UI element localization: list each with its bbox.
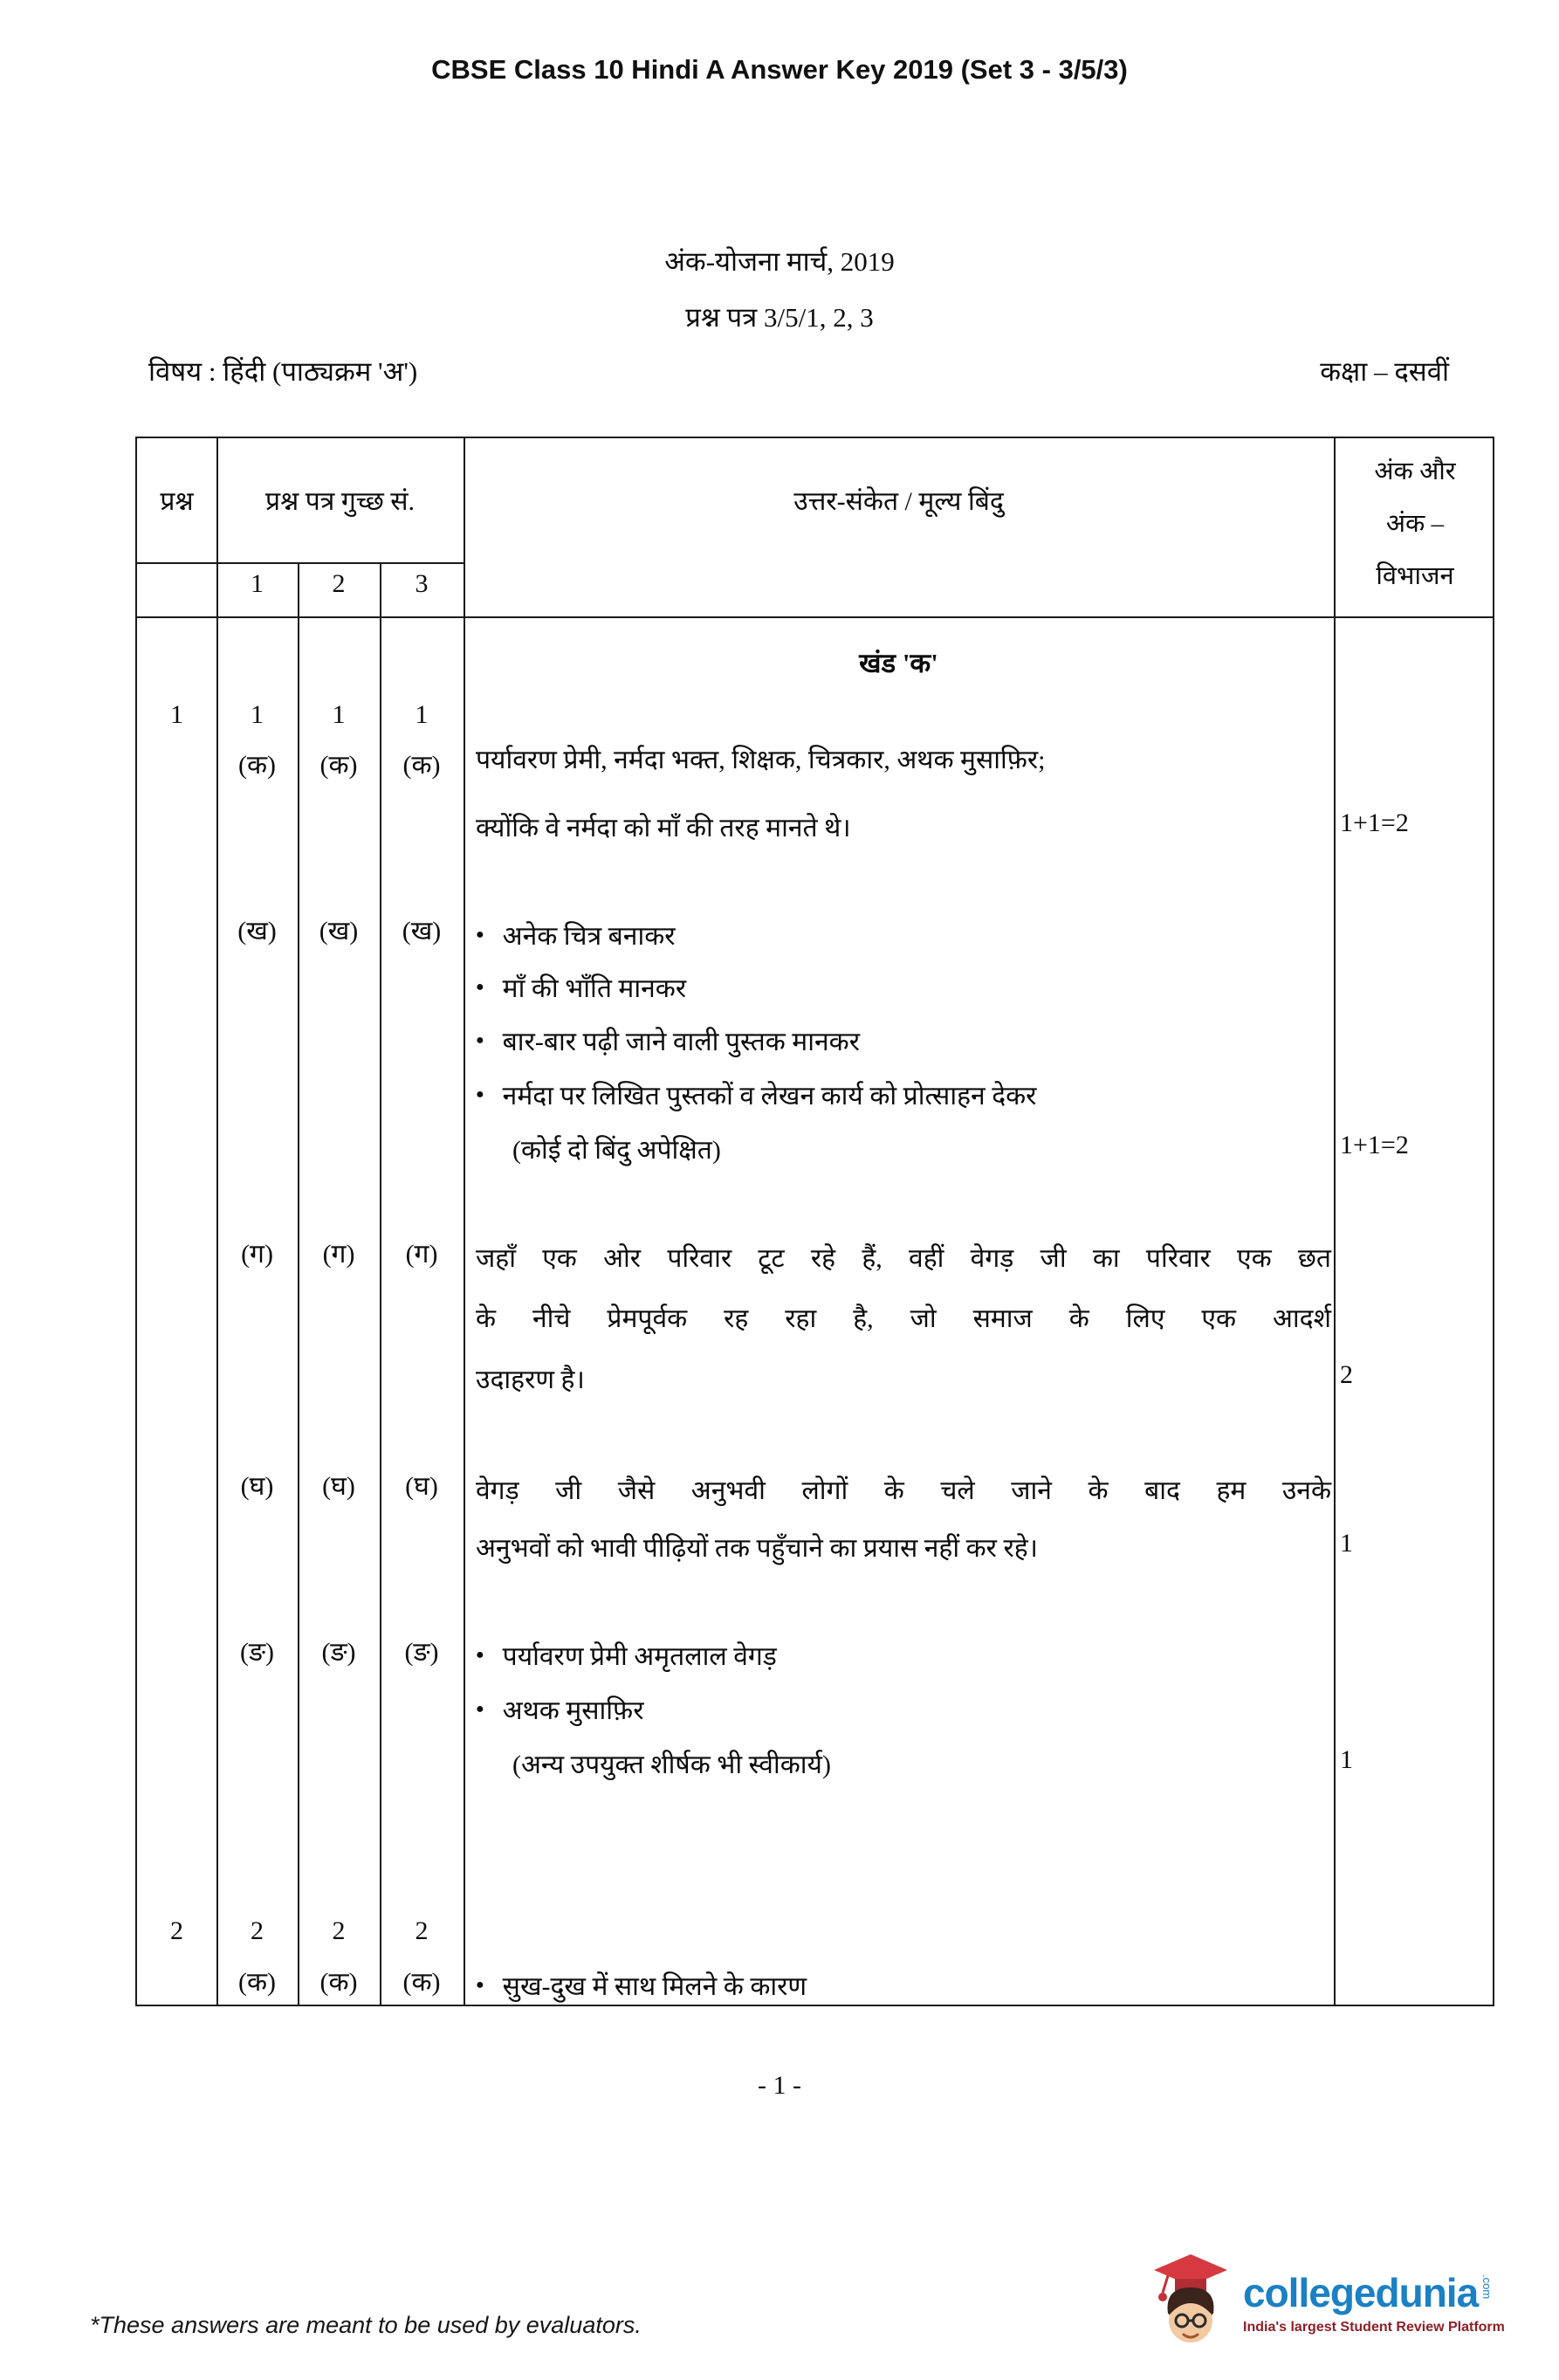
answer-line: वेगड़ जी जैसे अनुभवी लोगों के चले जाने के बाद हम उनके bbox=[476, 1476, 1331, 1505]
marks-value: 1 bbox=[1340, 1529, 1353, 1558]
answer-note: (अन्य उपयुक्त शीर्षक भी स्वीकार्य) bbox=[512, 1751, 831, 1779]
bullet-text: पर्यावरण प्रेमी अमृतलाल वेगड़ bbox=[502, 1642, 777, 1671]
answer-bullet-row bbox=[476, 1967, 807, 2004]
subquestion-label: (घ) bbox=[240, 1472, 274, 1501]
subquestion-label: (ङ) bbox=[239, 1638, 275, 1667]
bullet-text: सुख-दुख में साथ मिलने के कारण bbox=[502, 1972, 807, 2001]
set-question-number: 2 bbox=[332, 1916, 346, 1945]
answer-bullet-row bbox=[476, 1077, 1036, 1113]
bullet-icon: ● bbox=[476, 1647, 484, 1662]
header-set-col-1: 1 bbox=[251, 569, 264, 598]
bullet-text: अनेक चित्र बनाकर bbox=[502, 922, 676, 951]
answer-bullet-row bbox=[476, 1637, 777, 1674]
evaluator-note: *These answers are meant to be used by evaluators. bbox=[90, 2312, 642, 2338]
bullet-icon: ● bbox=[476, 1702, 484, 1716]
subquestion-label: (ख) bbox=[237, 917, 277, 946]
subquestion-label: (क) bbox=[319, 751, 358, 780]
subject-class-row bbox=[148, 353, 1449, 389]
bullet-icon: ● bbox=[476, 927, 484, 942]
set-question-number: 2 bbox=[251, 1916, 264, 1945]
collegedunia-logo bbox=[1150, 2251, 1505, 2357]
answer-bullet-row bbox=[476, 1022, 860, 1059]
header-marks bbox=[1334, 445, 1496, 602]
header-set-col-2: 2 bbox=[332, 569, 346, 598]
bullet-text: बार-बार पढ़ी जाने वाली पुस्तक मानकर bbox=[502, 1028, 860, 1056]
subquestion-label: (क) bbox=[319, 1968, 358, 1997]
bullet-icon: ● bbox=[476, 1087, 484, 1102]
header-set-col-3: 3 bbox=[415, 569, 429, 598]
answer-line: के नीचे प्रेमपूर्वक रह रहा है, जो समाज के लिए एक आदर्श bbox=[476, 1304, 1331, 1333]
table-grid-line bbox=[1334, 438, 1336, 2005]
answer-line: क्योंकि वे नर्मदा को माँ की तरह मानते थे। bbox=[476, 814, 851, 843]
bullet-icon: ● bbox=[476, 980, 484, 994]
bullet-text: नर्मदा पर लिखित पुस्तकों व लेखन कार्य को प्रोत्साहन देकर bbox=[502, 1082, 1037, 1111]
subquestion-label: (घ) bbox=[322, 1472, 355, 1501]
marks-value: 1+1=2 bbox=[1340, 1131, 1409, 1159]
subquestion-label: (ग) bbox=[241, 1240, 273, 1269]
subquestion-label: (ख) bbox=[319, 917, 359, 946]
answer-bullet-row bbox=[476, 969, 686, 1006]
table-grid-line bbox=[137, 616, 1493, 618]
class-label: कक्षा – दसवीं bbox=[1320, 356, 1449, 387]
section-title: खंड 'क' bbox=[859, 648, 938, 678]
graduation-mascot-icon bbox=[1150, 2251, 1231, 2357]
subquestion-label: (क) bbox=[402, 751, 441, 780]
set-question-number: 1 bbox=[332, 700, 346, 729]
subquestion-label: (घ) bbox=[405, 1472, 438, 1501]
marks-value: 1+1=2 bbox=[1340, 808, 1409, 837]
answer-line: उदाहरण है। bbox=[476, 1365, 585, 1394]
bullet-icon: ● bbox=[476, 1033, 484, 1048]
logo-brand-name: collegedunia bbox=[1243, 2270, 1479, 2315]
answer-bullet-row bbox=[476, 917, 676, 953]
header-answer: उत्तर-संकेत / मूल्य बिंदु bbox=[793, 487, 1004, 516]
logo-tld: .com bbox=[1480, 2274, 1494, 2300]
set-question-number: 1 bbox=[415, 700, 429, 729]
header-marks-line: अंक – bbox=[1385, 510, 1445, 538]
question-number: 2 bbox=[170, 1916, 183, 1945]
table-grid-line bbox=[216, 438, 218, 2005]
header-marks-line: अंक और bbox=[1374, 457, 1456, 485]
subquestion-label: (क) bbox=[237, 751, 277, 780]
logo-tagline: India's largest Student Review Platform bbox=[1243, 2320, 1505, 2335]
subquestion-label: (ङ) bbox=[321, 1638, 356, 1667]
answer-line: पर्यावरण प्रेमी, नर्मदा भक्त, शिक्षक, चित्रकार, अथक मुसाफ़िर; bbox=[476, 746, 1046, 774]
answer-line: अनुभवों को भावी पीढ़ियों तक पहुँचाने का प्रयास नहीं कर रहे। bbox=[476, 1534, 1039, 1563]
marking-scheme-line: अंक-योजना मार्च, 2019 bbox=[664, 246, 895, 277]
table-grid-line bbox=[137, 562, 465, 564]
logo-text-block bbox=[1243, 2270, 1505, 2335]
marks-value: 2 bbox=[1340, 1360, 1353, 1389]
page-title: CBSE Class 10 Hindi A Answer Key 2019 (Set 3 - 3/5/3) bbox=[431, 54, 1128, 85]
page-number: - 1 - bbox=[758, 2071, 801, 2100]
subquestion-label: (क) bbox=[402, 1968, 441, 1997]
subquestion-label: (ग) bbox=[322, 1240, 355, 1269]
question-number: 1 bbox=[170, 700, 183, 729]
subquestion-label: (क) bbox=[237, 1968, 277, 1997]
subject-label: विषय : हिंदी (पाठ्यक्रम 'अ') bbox=[148, 356, 418, 387]
set-question-number: 2 bbox=[415, 1916, 429, 1945]
question-paper-line: प्रश्न पत्र 3/5/1, 2, 3 bbox=[685, 302, 874, 333]
header-marks-line: विभाजन bbox=[1376, 562, 1454, 590]
bullet-text: अथक मुसाफ़िर bbox=[502, 1696, 644, 1725]
bullet-icon: ● bbox=[476, 1978, 484, 1992]
subquestion-label: (ङ) bbox=[404, 1638, 439, 1667]
header-question: प्रश्न bbox=[160, 487, 194, 516]
bullet-text: माँ की भाँति मानकर bbox=[502, 974, 687, 1003]
header-set-group: प्रश्न पत्र गुच्छ सं. bbox=[264, 487, 416, 516]
answer-note: (कोई दो बिंदु अपेक्षित) bbox=[512, 1136, 721, 1165]
subquestion-label: (ख) bbox=[402, 917, 442, 946]
marking-scheme-table bbox=[135, 437, 1494, 2006]
answer-line: जहाँ एक ओर परिवार टूट रहे हैं, वहीं वेगड़ जी का परिवार एक छत bbox=[476, 1244, 1331, 1273]
subquestion-label: (ग) bbox=[405, 1240, 438, 1269]
marks-value: 1 bbox=[1340, 1745, 1353, 1774]
set-question-number: 1 bbox=[251, 700, 264, 729]
answer-bullet-row bbox=[476, 1691, 643, 1728]
